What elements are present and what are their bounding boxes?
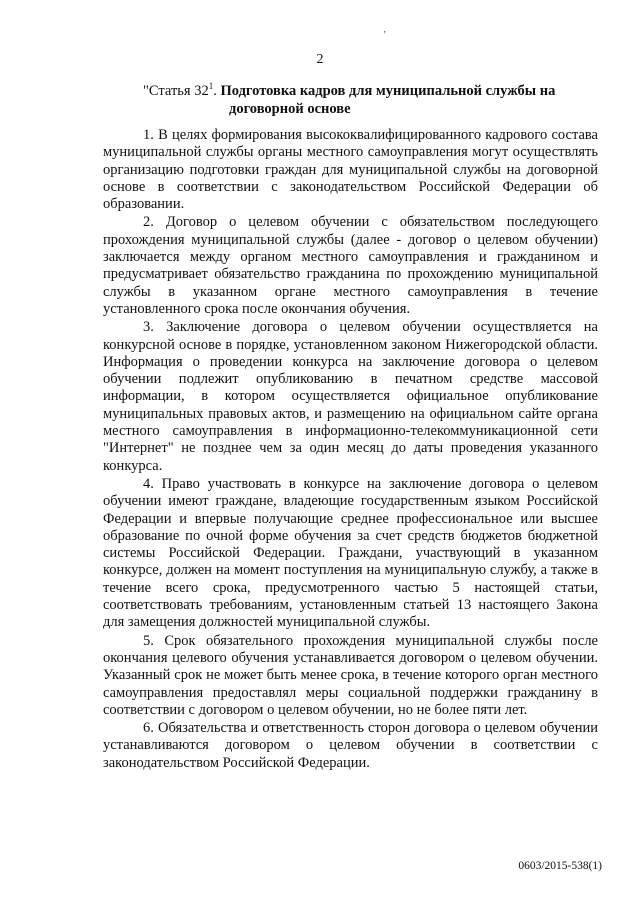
article-title-line2: договорной основе bbox=[229, 101, 351, 118]
paragraph-6: 6. Обязательства и ответственность сторон договора о целевом обучении устанавливаются договором о целевом обучении в соответствии с законодательством Российской Федерации. bbox=[103, 720, 598, 771]
document-code: 0603/2015-538(1) bbox=[518, 860, 602, 872]
scan-mark: ʼ bbox=[383, 30, 387, 41]
heading-separator: . bbox=[213, 82, 221, 99]
paragraph-5: 5. Срок обязательного прохождения муниципальной службы после окончания целевого обучения устанавливается договором о целевом обучении. Указанный срок не может быть менее срока, в течение которого орган местного самоуправления предоставлял меры социальной поддержки гражданину в соответствии с договором о целевом обучении, но не более пяти лет. bbox=[103, 632, 598, 718]
article-heading bbox=[143, 77, 603, 119]
paragraph-1: 1. В целях формирования высококвалифицированного кадрового состава муниципальной службы органы местного самоуправления могут осуществлять организацию подготовки граждан для муниципальной службы на договорной основе в соответствии с законодательством Российской Федерации об образовании. bbox=[103, 127, 598, 213]
article-title-line1: Подготовка кадров для муниципальной службы на bbox=[220, 82, 556, 99]
paragraph-2: 2. Договор о целевом обучении с обязательством последующего прохождения муниципальной службы (далее - договор о целевом обучении) заключается между органом местного самоуправления и гражданином и предусматривает обязательство гражданина по прохождению муниципальной службы в указанном органе местного самоуправления в течение установленного срока после окончания обучения. bbox=[103, 214, 598, 317]
paragraph-4: 4. Право участвовать в конкурсе на заключение договора о целевом обучении имеют граждане, владеющие государственным языком Российской Федерации и впервые получающие среднее профессиональное или высшее образование по очной форме обучения за счет средств бюджетов бюджетной системы Российской Федерации. Граждани, участвующий в указанном конкурсе, должен на момент поступления на муниципальную службу, а также в течение всего срока, предусмотренного частью 5 настоящей статьи, соответствовать требованиям, установленным статьей 13 настоящего Закона для замещения должностей муниципальной службы. bbox=[103, 475, 598, 631]
article-superscript: 1 bbox=[208, 81, 214, 91]
page-number: 2 bbox=[316, 52, 324, 67]
article-body bbox=[103, 127, 598, 772]
paragraph-3: 3. Заключение договора о целевом обучении осуществляется на конкурсной основе в порядке, установленном законом Нижегородской области. Информация о проведении конкурса на заключение договора о целевом обучении подлежит опубликованию в печатном средстве массовой информации, в котором осуществляется официальное опубликование муниципальных правовых актов, и размещению на официальном сайте органа местного самоуправления в информационно-телекоммуникационной сети "Интернет" не позднее чем за один месяц до даты проведения указанного конкурса. bbox=[103, 319, 598, 474]
article-number: "Статья 32 bbox=[143, 82, 209, 99]
